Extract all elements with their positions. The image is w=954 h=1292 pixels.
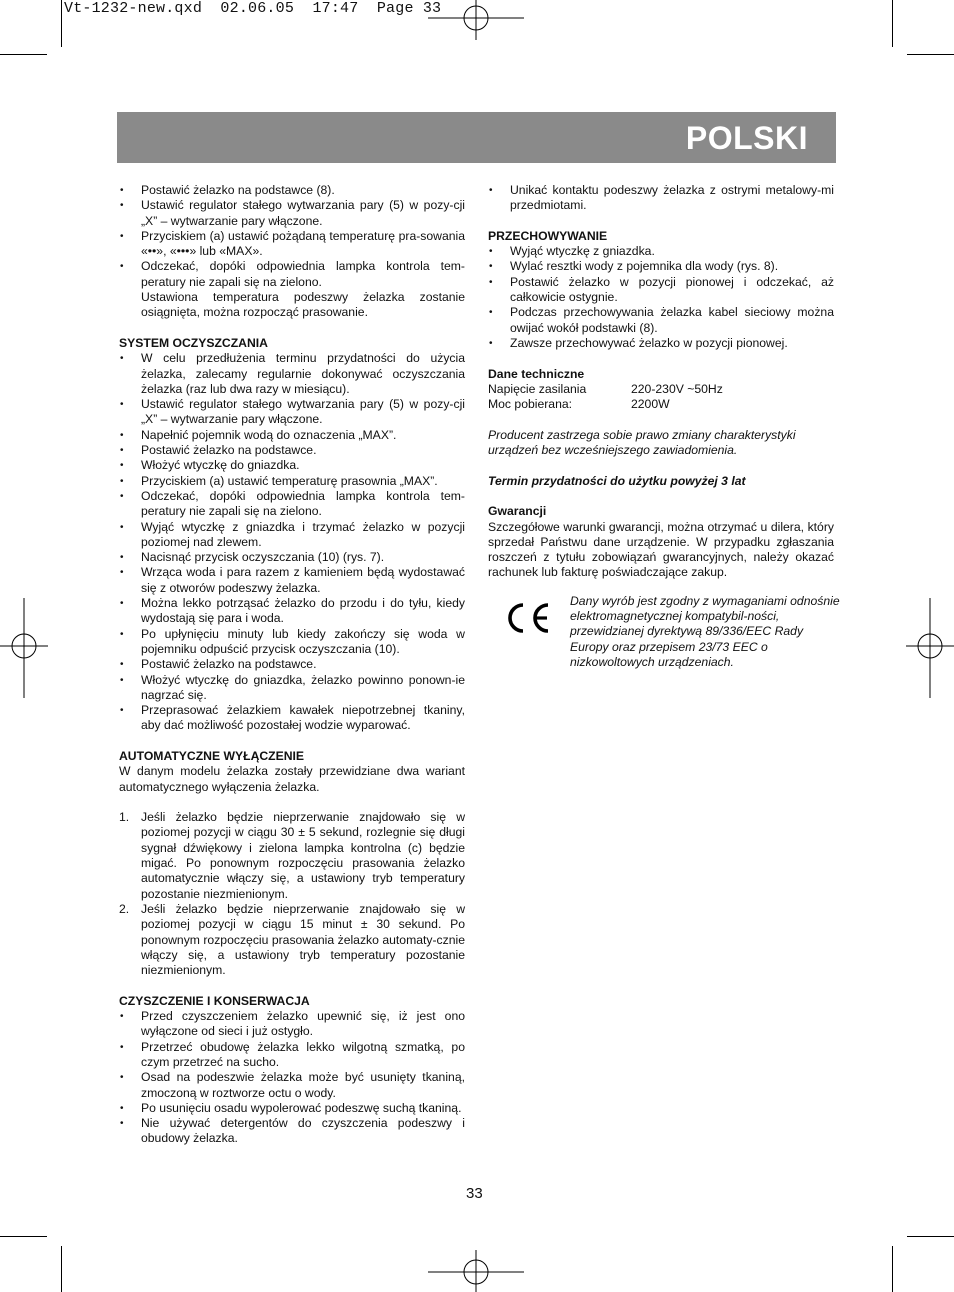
list-item: • W celu przedłużenia terminu przydatności do użycia żelazka, zalecamy regularnie dokonywać oczyszczania żelazka (raz lub dwa razy w miesiącu). [119, 351, 465, 397]
spec-label: Moc pobierana: [488, 397, 573, 412]
right-column [488, 183, 840, 669]
section-heading: Gwarancji [488, 504, 547, 519]
list-item: • Włożyć wtyczkę do gniazdka, żelazko powinno ponown-ie nagrzać się. [119, 673, 465, 704]
registration-mark-right [906, 598, 954, 698]
item-number: 1. [119, 810, 130, 825]
crop-mark [892, 0, 893, 47]
list-item: • Przed czyszczeniem żelazko upewnić się, iż jest ono wyłączone od sieci i już ostygło. [119, 1009, 465, 1040]
item-text: Jeśli żelazko będzie nieprzerwanie znajdowało się w poziomej pozycji w ciągu 15 minut ± 30 sekund. Po ponownym rozpoczęciu prasowania żelazko automaty-cznie włączy się, a ustawiony tryb temperatury pozostanie niezmienionym. [141, 901, 465, 978]
print-slug: Vt-1232-new.qxd 02.06.05 17:47 Page 33 [64, 0, 442, 17]
registration-mark-top [428, 0, 524, 40]
spec-label: Napięcie zasilania [488, 381, 587, 396]
list-item: • Unikać kontaktu podeszwy żelazka z ostrymi metalowy-mi przedmiotami. [488, 183, 834, 214]
list-continuation: Ustawiona temperatura podeszwy żelazka zostanie osiągnięta, można rozpocząć prasowanie. [141, 290, 465, 320]
list-item: • Postawić żelazko w pozycji pionowej i odczekać, aż całkowicie ostygnie. [488, 275, 834, 306]
item-number: 2. [119, 901, 130, 916]
registration-mark-left [0, 598, 48, 698]
list-item: • Przetrzeć obudowę żelazka lekko wilgotną szmatką, po czym przetrzeć na sucho. [119, 1040, 465, 1071]
list-item: • Ustawić regulator stałego wytwarzania pary (5) w pozy-cji „X” – wytwarzanie pary włączone. [119, 198, 465, 229]
section-heading: PRZECHOWYWANIE [488, 228, 608, 243]
spec-value: 2200W [631, 397, 670, 412]
ce-mark-icon [504, 601, 552, 635]
registration-mark-bottom [428, 1250, 524, 1292]
list-item: • Nie używać detergentów do czyszczenia podeszwy i obudowy żelazka. [119, 1116, 465, 1147]
numbered-item [119, 810, 465, 902]
crop-mark [61, 1246, 62, 1292]
section-heading: SYSTEM OCZYSZCZANIA [119, 335, 268, 350]
list-item: • Wyjąć wtyczkę z gniazdka i trzymać żelazko w pozycji poziomej nad zlewem. [119, 520, 465, 551]
list-item: • Osad na podeszwie żelazka może być usunięty tkaniną, zmoczoną w roztworze octu o wody. [119, 1070, 465, 1101]
section-heading: AUTOMATYCZNE WYŁĄCZENIE [119, 748, 305, 763]
list-item: • Nacisnąć przycisk oczyszczania (10) (rys. 7). [119, 550, 465, 565]
list-item: • Zawsze przechowywać żelazko w pozycji pionowej. [488, 336, 834, 351]
crop-mark [907, 1236, 954, 1237]
list-item: • Wrząca woda i para razem z kamieniem będą wydostawać się z otworów podeszwy żelazka. [119, 565, 465, 596]
section-heading: CZYSZCZENIE I KONSERWACJA [119, 993, 310, 1008]
manufacturer-notice: Producent zastrzega sobie prawo zmiany charakterystyki urządzeń bez wcześniejszego zawiadomienia. [488, 427, 796, 458]
list-item: • Napełnić pojemnik wodą do oznaczenia „MAX”. [119, 428, 465, 443]
warranty-text: Szczegółowe warunki gwarancji, można otrzymać u dilera, który sprzedał Państwu dane urządzenie. W przypadku zgłaszania roszczeń z tytułu zobowiązań gwarancyjnych, należy okazać rachunek lub fakturę poświadczające zakup. [488, 519, 834, 580]
item-text: Jeśli żelazko będzie nieprzerwanie znajdowało się w poziomej pozycji w ciągu 30 ± 5 sekund, rozlegnie się długi sygnał dźwiękowy i zielona lampka kontrolna (c) będzie migać. Po ponownym rozpoczęciu prasowania żelazko automatycznie włączy się, a ustawiony tryb temperatury pozostanie niezmienionym. [141, 810, 465, 901]
spec-row [488, 382, 834, 397]
crop-mark [892, 1246, 893, 1292]
crop-mark [61, 0, 62, 47]
crop-mark [0, 54, 47, 55]
list-item: • Wylać resztki wody z pojemnika dla wody (rys. 8). [488, 259, 834, 274]
list-item: • Odczekać, dopóki odpowiednia lampka kontrola tem-peratury nie zapali się na zielono. [119, 259, 465, 290]
crop-mark [907, 54, 954, 55]
spec-value: 220-230V ~50Hz [631, 381, 723, 396]
numbered-item [119, 902, 465, 978]
list-item: • Wyjąć wtyczkę z gniazdka. [488, 244, 834, 259]
list-item: • Ustawić regulator stałego wytwarzania pary (5) w pozy-cji „X” – wytwarzanie pary włączone. [119, 397, 465, 428]
ce-text: Dany wyrób jest zgodny z wymaganiami odnośnie elektromagnetycznej kompatybil-ności, przewidzianej dyrektywą 89/336/EEC Rady Europy oraz przepisem 23/73 EEC o nizkowoltowych urządzeniach. [570, 593, 840, 669]
left-column [119, 183, 465, 1147]
list-item: • Przyciskiem (a) ustawić pożądaną temperaturę pra-sowania «••», «•••» lub «MAX». [119, 229, 465, 260]
list-item: • Postawić żelazko na podstawce. [119, 657, 465, 672]
list-item: • Po usunięciu osadu wypolerować podeszwę suchą tkaniną. [119, 1101, 465, 1116]
language-banner [117, 112, 836, 163]
list-item: • Po upłynięciu minuty lub kiedy zakończy się woda w pojemniku odpuścić przycisk oczyszczania (10). [119, 627, 465, 658]
lifetime-note: Termin przydatności do użytku powyżej 3 lat [488, 473, 746, 488]
ce-declaration [488, 585, 840, 669]
list-item: • Postawić żelazko na podstawce (8). [119, 183, 465, 198]
list-item: • Podczas przechowywania żelazka kabel sieciowy można owijać wokół podstawki (8). [488, 305, 834, 336]
spec-row [488, 397, 834, 412]
list-item: • Włożyć wtyczkę do gniazdka. [119, 458, 465, 473]
list-item: • Można lekko potrząsać żelazko do przodu i do tyłu, kiedy wydostają się para i woda. [119, 596, 465, 627]
crop-mark [0, 1236, 47, 1237]
list-item: • Postawić żelazko na podstawce. [119, 443, 465, 458]
section-heading: Dane techniczne [488, 366, 585, 381]
list-item: • Odczekać, dopóki odpowiednia lampka kontrola tem-peratury nie zapali się na zielono. [119, 489, 465, 520]
page-number: 33 [466, 1185, 483, 1202]
list-item: • Przeprasować żelazkiem kawałek niepotrzebnej tkaniny, aby dać możliwość pozostałej wodzie wyparować. [119, 703, 465, 734]
paragraph: W danym modelu żelazka zostały przewidziane dwa wariant automatycznego wyłączenia żelazka. [119, 764, 465, 794]
banner-title: POLSKI [685, 120, 808, 156]
list-item: • Przyciskiem (a) ustawić temperaturę prasownia „MAX”. [119, 474, 465, 489]
